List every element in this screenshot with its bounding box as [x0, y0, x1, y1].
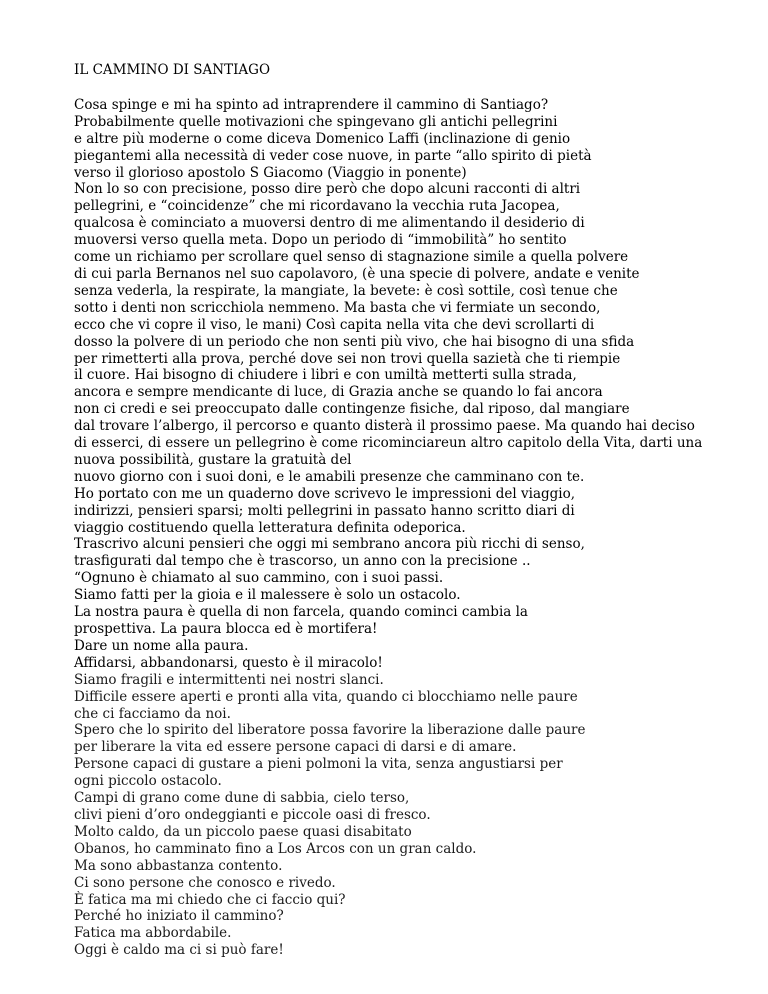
body-line: Trascrivo alcuni pensieri che oggi mi sembrano ancora più ricchi di senso, [74, 536, 585, 553]
body-line: La nostra paura è quella di non farcela, quando cominci cambia la [74, 604, 528, 621]
body-line: nuovo giorno con i suoi doni, e le amabili presenze che camminano con te. [74, 468, 585, 485]
body-line: Siamo fatti per la gioia e il malessere è solo un ostacolo. [74, 587, 461, 604]
body-line: Cosa spinge e mi ha spinto ad intraprendere il cammino di Santiago? [74, 96, 549, 113]
body-line: il cuore. Hai bisogno di chiudere i libri e con umiltà metterti sulla strada, [74, 367, 577, 384]
body-line: Ma sono abbastanza contento. [74, 857, 283, 874]
body-line: Persone capaci di gustare a pieni polmoni la vita, senza angustiarsi per [74, 756, 563, 773]
body-line: Perché ho iniziato il cammino? [74, 908, 284, 925]
body-line: verso il glorioso apostolo S Giacomo (Viaggio in ponente) [74, 164, 467, 181]
body-line: Non lo so con precisione, posso dire però che dopo alcuni racconti di altri [74, 181, 581, 198]
body-line: sotto i denti non scricchiola nemmeno. Ma basta che vi fermiate un secondo, [74, 299, 601, 316]
body-line: Obanos, ho camminato fino a Los Arcos con un gran caldo. [74, 840, 477, 857]
body-line: dosso la polvere di un periodo che non senti più vivo, che hai bisogno di una sfida [74, 333, 635, 350]
body-line: nuova possibilità, gustare la gratuità del [74, 451, 352, 468]
body-line: qualcosa è cominciato a muoversi dentro di me alimentando il desiderio di [74, 215, 585, 232]
body-line: ancora e sempre mendicante di luce, di Grazia anche se quando lo fai ancora [74, 384, 603, 401]
body-line: dal trovare l’albergo, il percorso e quanto disterà il prossimo paese. Ma quando hai deciso [74, 418, 695, 435]
body-line: trasfigurati dal tempo che è trascorso, un anno con la precisione .. [74, 553, 531, 570]
body-line: Oggi è caldo ma ci si può fare! [74, 942, 284, 959]
body-line: Spero che lo spirito del liberatore possa favorire la liberazione dalle paure [74, 722, 586, 739]
body-line: che ci facciamo da noi. [74, 705, 231, 722]
body-line: di esserci, di essere un pellegrino è come ricominciareun altro capitolo della Vita, darti una [74, 435, 703, 452]
body-line: per rimetterti alla prova, perché dove sei non trovi quella sazietà che ti riempie [74, 350, 621, 367]
body-line: Ci sono persone che conosco e rivedo. [74, 874, 336, 891]
body-line: senza vederla, la respirate, la mangiate, la bevete: è così sottile, così tenue che [74, 282, 618, 299]
body-line: Ho portato con me un quaderno dove scrivevo le impressioni del viaggio, [74, 485, 576, 502]
document-title: IL CAMMINO DI SANTIAGO [74, 62, 271, 78]
body-line: Fatica ma abbordabile. [74, 925, 232, 942]
body-line: Dare un nome alla paura. [74, 637, 249, 654]
body-line: e altre più moderne o come diceva Domenico Laffi (inclinazione di genio [74, 130, 571, 147]
body-line: di cui parla Bernanos nel suo capolavoro, (è una specie di polvere, andate e venite [74, 265, 640, 282]
body-line: pellegrini, e “coincidenze” che mi ricordavano la vecchia ruta Jacopea, [74, 198, 560, 215]
body-line: indirizzi, pensieri sparsi; molti pellegrini in passato hanno scritto diari di [74, 502, 575, 519]
document-page [74, 62, 754, 959]
document-body [74, 97, 754, 959]
body-line: Siamo fragili e intermittenti nei nostri slanci. [74, 671, 384, 688]
body-line: non ci credi e sei preoccupato dalle contingenze fisiche, dal riposo, dal mangiare [74, 401, 630, 418]
body-line: Campi di grano come dune di sabbia, cielo terso, [74, 790, 410, 807]
body-line: Difficile essere aperti e pronti alla vita, quando ci blocchiamo nelle paure [74, 688, 578, 705]
body-line: ecco che vi copre il viso, le mani) Così capita nella vita che devi scrollarti di [74, 316, 595, 333]
body-line: clivi pieni d’oro ondeggianti e piccole oasi di fresco. [74, 806, 431, 823]
body-line: viaggio costituendo quella letteratura definita odeporica. [74, 519, 466, 536]
body-line: Probabilmente quelle motivazioni che spingevano gli antichi pellegrini [74, 113, 558, 130]
body-line: È fatica ma mi chiedo che ci faccio qui? [74, 891, 346, 908]
body-line: ogni piccolo ostacolo. [74, 773, 222, 790]
body-line: come un richiamo per scrollare quel senso di stagnazione simile a quella polvere [74, 249, 629, 266]
body-line: “Ognuno è chiamato al suo cammino, con i suoi passi. [74, 570, 444, 587]
body-line: Affidarsi, abbandonarsi, questo è il miracolo! [74, 654, 383, 671]
body-line: per liberare la vita ed essere persone capaci di darsi e di amare. [74, 739, 517, 756]
body-line: muoversi verso quella meta. Dopo un periodo di “immobilità” ho sentito [74, 232, 567, 249]
body-line: Molto caldo, da un piccolo paese quasi disabitato [74, 823, 412, 840]
body-line: piegantemi alla necessità di veder cose nuove, in parte “allo spirito di pietà [74, 147, 592, 164]
body-line: prospettiva. La paura blocca ed è mortifera! [74, 621, 378, 637]
